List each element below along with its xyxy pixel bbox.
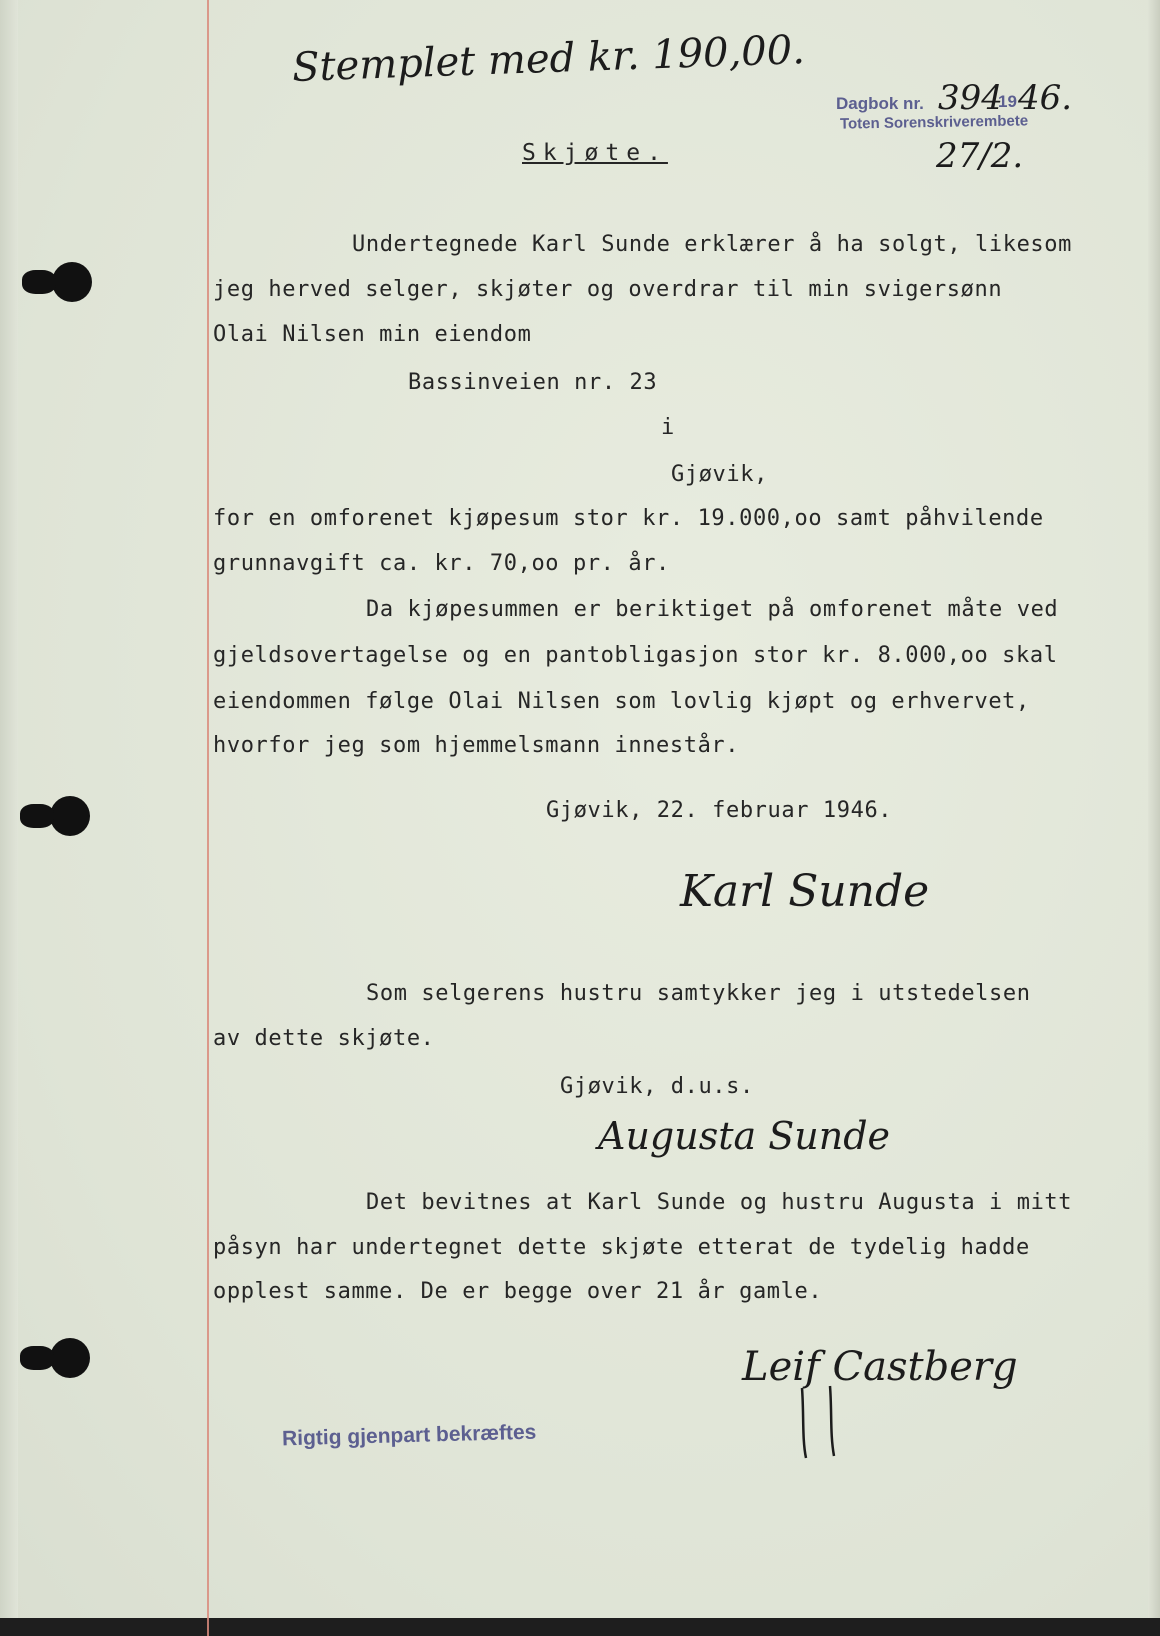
body-line-2: jeg herved selger, skjøter og overdrar til min svigersønn (213, 277, 1003, 302)
property-city: Gjøvik, (671, 462, 768, 487)
body-line-7: for en omforenet kjøpesum stor kr. 19.000,oo samt påhvilende (213, 506, 1044, 531)
punch-hole-middle (50, 796, 90, 836)
body-line-11: eiendommen følge Olai Nilsen som lovlig kjøpt og erhvervet, (213, 689, 1030, 714)
witness-line-3: opplest samme. De er begge over 21 år gamle. (213, 1279, 823, 1304)
certified-copy-stamp: Rigtig gjenpart bekræftes (281, 1420, 537, 1451)
place-date: Gjøvik, 22. februar 1946. (546, 798, 893, 823)
page-right-edge (1148, 0, 1160, 1636)
punch-hole-top (52, 262, 92, 302)
office-stamp: Toten Sorenskriverembete (839, 112, 1029, 133)
seller-signature: Karl Sunde (680, 866, 930, 917)
body-line-12: hvorfor jeg som hjemmelsmann innestår. (213, 733, 740, 758)
body-line-8: grunnavgift ca. kr. 70,oo pr. år. (213, 551, 670, 576)
dagbok-year-handwritten: 46. (1018, 78, 1073, 118)
witness-line-1: Det bevitnes at Karl Sunde og hustru Augusta i mitt (366, 1190, 1073, 1215)
body-line-9: Da kjøpesummen er beriktiget på omforenet måte ved (366, 597, 1059, 622)
place-date-2: Gjøvik, d.u.s. (560, 1074, 754, 1099)
body-line-1: Undertegnede Karl Sunde erklærer å ha solgt, likesom (352, 232, 1072, 257)
witness-signature-flourish (790, 1384, 850, 1464)
page-bottom-edge (0, 1618, 1160, 1636)
dagbok-number: 394 (938, 78, 1003, 118)
witness-signature: Leif Castberg (742, 1344, 1018, 1390)
punch-hole-bottom (50, 1338, 90, 1378)
consent-line-1: Som selgerens hustru samtykker jeg i utstedelsen (366, 981, 1031, 1006)
dagbok-year-printed: 19 (998, 92, 1017, 111)
page-left-edge (0, 0, 18, 1636)
margin-line (207, 0, 209, 1636)
dagbok-label: Dagbok nr. (836, 94, 924, 113)
consent-line-2: av dette skjøte. (213, 1026, 435, 1051)
property-address: Bassinveien nr. 23 (408, 370, 658, 395)
property-preposition: i (661, 415, 675, 440)
body-line-10: gjeldsovertagelse og en pantobligasjon stor kr. 8.000,oo skal (213, 643, 1058, 668)
document-title: Skjøte. (522, 140, 668, 166)
stamp-duty-note: Stemplet med kr. 190,00. (291, 27, 806, 91)
body-line-3: Olai Nilsen min eiendom (213, 322, 532, 347)
spouse-signature: Augusta Sunde (598, 1114, 891, 1158)
witness-line-2: påsyn har undertegnet dette skjøte etterat de tydelig hadde (213, 1235, 1030, 1260)
registration-date: 27/2. (936, 136, 1024, 176)
